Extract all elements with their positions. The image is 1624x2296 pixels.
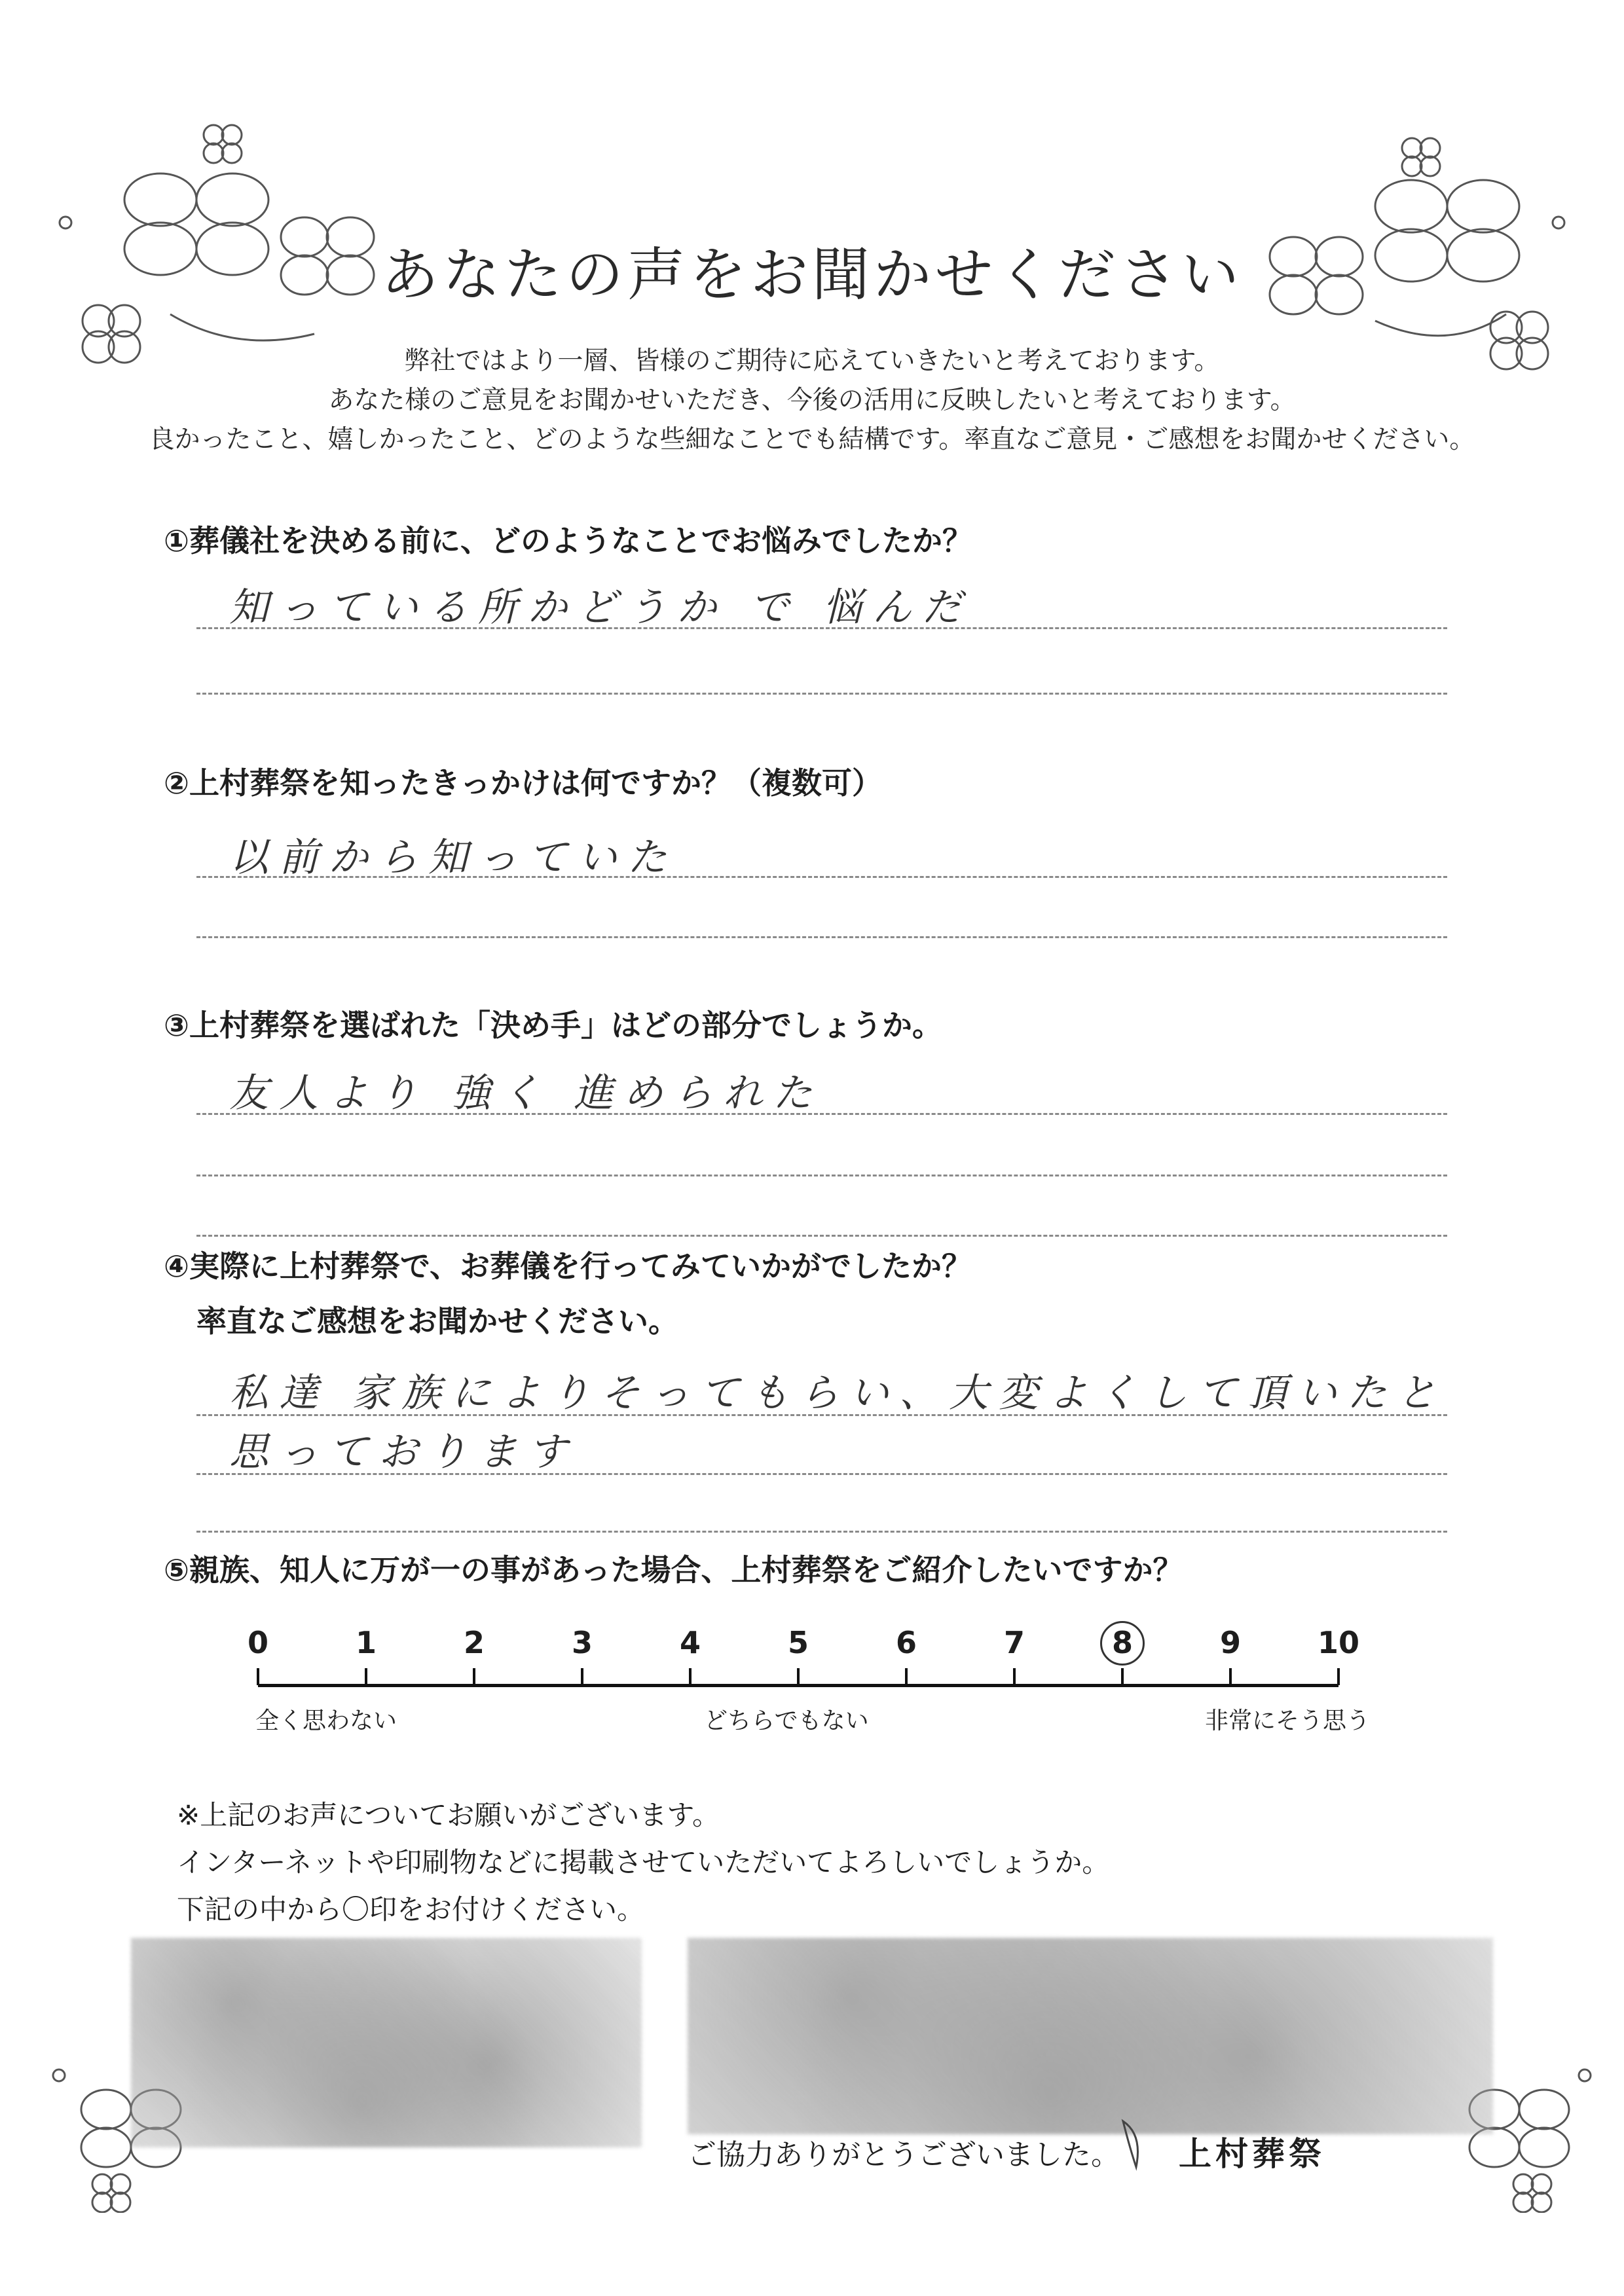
scale-number-0: 0 [247, 1625, 268, 1660]
answer-rule [196, 1414, 1447, 1416]
answer-2-line-1: 以前から知っていた [229, 835, 677, 881]
question-4: ④実際に上村葬祭で、お葬儀を行ってみていかがでしたか？ [164, 1248, 972, 1284]
page-title: あなたの声をお聞かせください [380, 241, 1243, 308]
scale-tick [1013, 1668, 1016, 1685]
scale-tick [689, 1668, 692, 1685]
scale-number-9: 9 [1219, 1625, 1241, 1660]
answer-1-line-1: 知っている所かどうか で 悩んだ [229, 585, 972, 630]
scale-tick [473, 1668, 475, 1685]
answer-rule [196, 1175, 1447, 1176]
answer-rule [196, 693, 1447, 695]
intro-line-2: あなた様のご意見をお聞かせいただき、今後の活用に反映したいと考えております。 [328, 386, 1296, 415]
brand-name: 上村葬祭 [1179, 2135, 1325, 2173]
scale-number-10: 10 [1317, 1625, 1359, 1660]
scale-tick [905, 1668, 908, 1685]
redacted-area-right [688, 1938, 1493, 2134]
answer-4-line-1: 私達 家族によりそってもらい、大変よくして頂いたと [229, 1370, 1447, 1416]
notice-line-3: 下記の中から〇印をお付けください。 [177, 1893, 645, 1925]
scale-number-4: 4 [679, 1625, 701, 1660]
answer-rule [196, 876, 1447, 878]
scale-number-3: 3 [571, 1625, 593, 1660]
question-3: ③上村葬祭を選ばれた「決め手」はどの部分でしょうか。 [164, 1008, 942, 1043]
leaf-icon [1116, 2115, 1162, 2174]
answer-4-line-2: 思っております [229, 1429, 578, 1475]
scale-number-6: 6 [895, 1625, 917, 1660]
answer-rule [196, 936, 1447, 938]
answer-rule [196, 1235, 1447, 1237]
answer-rule [196, 627, 1447, 629]
scale-tick [581, 1668, 583, 1685]
scale-label-low: 全く思わない [255, 1707, 397, 1734]
intro-line-3: 良かったこと、嬉しかったこと、どのような些細なことでも結構です。率直なご意見・ご感想をお聞かせください。 [149, 425, 1475, 454]
scale-label-high: 非常にそう思う [1205, 1707, 1371, 1734]
thanks-message: ご協力ありがとうございました。 [688, 2138, 1120, 2172]
question-4-line-2: 率直なご感想をお聞かせください。 [196, 1303, 678, 1339]
scale-label-mid: どちらでもない [704, 1707, 869, 1734]
answer-3-line-1: 友人より 強く 進められた [229, 1070, 823, 1116]
intro-line-1: 弊社ではより一層、皆様のご期待に応えていきたいと考えております。 [404, 346, 1220, 376]
scale-number-2: 2 [463, 1625, 485, 1660]
scale-number-5: 5 [787, 1625, 809, 1660]
scale-tick [1229, 1668, 1232, 1685]
scale-tick [257, 1668, 259, 1685]
answer-rule [196, 1473, 1447, 1475]
question-2: ②上村葬祭を知ったきっかけは何ですか？（複数可） [164, 765, 882, 801]
answer-rule [196, 1113, 1447, 1115]
scale-number-7: 7 [1003, 1625, 1025, 1660]
notice-line-2: インターネットや印刷物などに掲載させていただいてよろしいでしょうか。 [177, 1846, 1110, 1878]
selected-rating-circle [1100, 1621, 1145, 1666]
scale-tick [365, 1668, 367, 1685]
scale-number-8: 8 [1111, 1625, 1133, 1660]
scale-tick [797, 1668, 800, 1685]
notice-line-1: ※上記のお声についてお願いがございます。 [177, 1799, 720, 1831]
scale-number-1: 1 [355, 1625, 377, 1660]
scale-tick [1121, 1668, 1124, 1685]
question-1: ①葬儀社を決める前に、どのようなことでお悩みでしたか？ [164, 523, 972, 558]
answer-rule [196, 1531, 1447, 1533]
scale-tick [1337, 1668, 1340, 1685]
question-5: ⑤親族、知人に万が一の事があった場合、上村葬祭をご紹介したいですか？ [164, 1552, 1183, 1588]
redacted-area-left [131, 1938, 642, 2147]
